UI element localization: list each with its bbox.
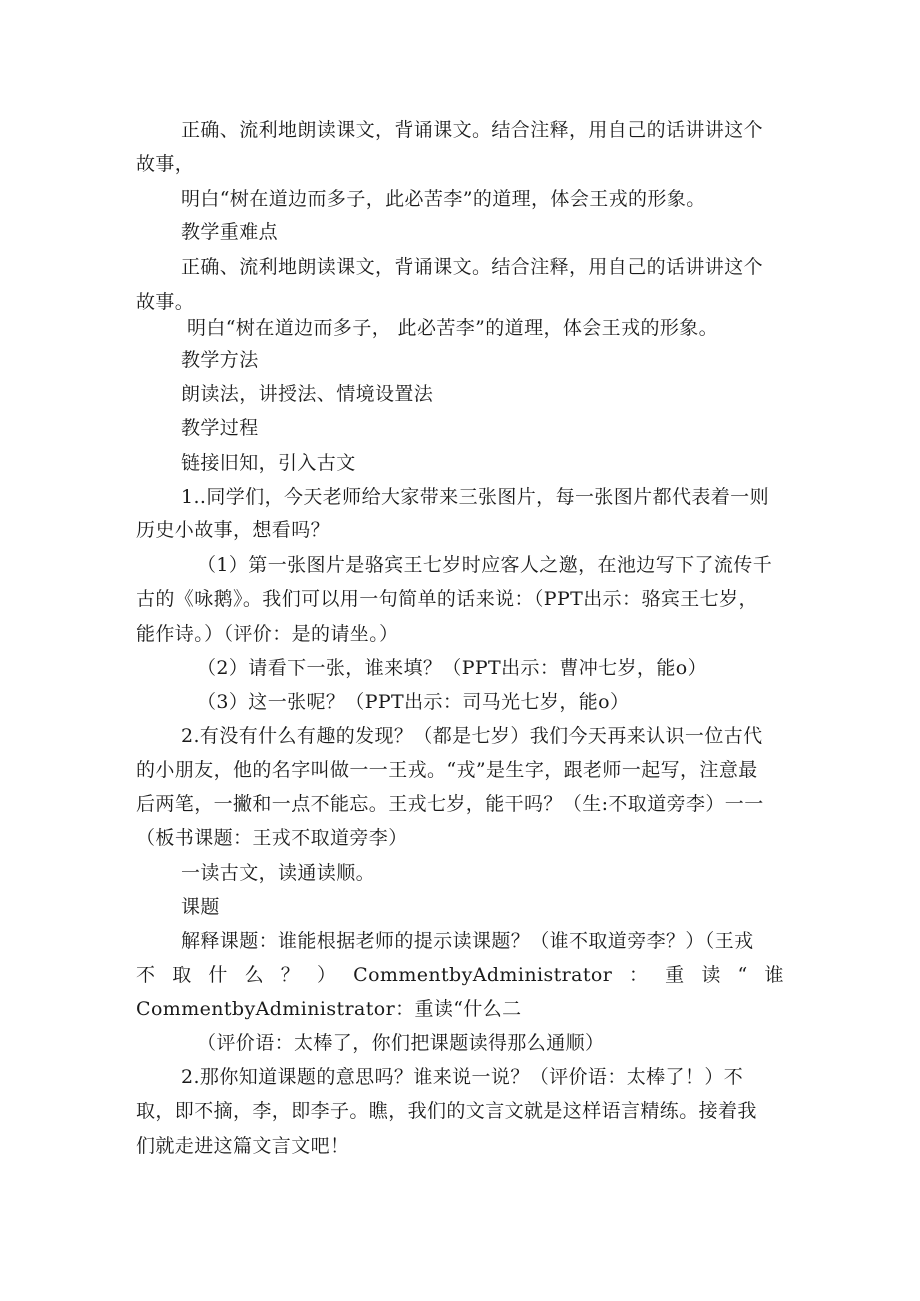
text-line: 明白“树在道边而多子， 此必苦李”的道理，体会王戎的形象。 [187, 317, 719, 339]
text-line: 一读古文，读通读顺。 [181, 862, 376, 884]
text-line: 朗读法，讲授法、情境设置法 [181, 383, 434, 405]
word: 谁 [764, 964, 784, 986]
text-line: 正确、流利地朗读课文，背诵课文。结合注释，用自己的话讲讲这个 [181, 119, 764, 141]
section-heading: 教学方法 [181, 349, 259, 371]
text-line: （评价语：太棒了，你们把课题读得那么通顺） [197, 1032, 605, 1054]
word: 么 [244, 964, 264, 986]
text-line: 故事。 [136, 291, 195, 313]
text-line: 明白“树在道边而多子，此必苦李”的道理，体会王戎的形象。 [181, 188, 706, 210]
text-line: 历史小故事，想看吗？ [136, 519, 331, 541]
text-line: （1）第一张图片是骆宾王七岁时应客人之邀，在池边写下了流传千 [197, 554, 773, 576]
word: 不 [136, 964, 156, 986]
text-line: 后两笔，一撇和一点不能忘。王戎七岁，能干吗？（生:不取道旁李）一一 [136, 793, 764, 815]
text-line: 们就走进这篇文言文吧！ [136, 1135, 350, 1157]
text-line: 故事， [136, 153, 195, 175]
text-line: 的小朋友，他的名字叫做一一王戎。“戎”是生字，跟老师一起写，注意最 [136, 759, 758, 781]
text-line: 能作诗。）（评价：是的请坐。） [136, 623, 399, 645]
text-line: 取，即不摘，李，即李子。瞧，我们的文言文就是这样语言精练。接着我 [136, 1100, 757, 1122]
section-heading: 教学重难点 [181, 221, 279, 243]
text-line: CommentbyAdministrator：重读“什么二 [136, 998, 522, 1020]
text-line: 2.那你知道课题的意思吗？谁来说一说？（评价语：太棒了！）不 [181, 1066, 744, 1088]
text-line: 解释课题：谁能根据老师的提示读课题？（谁不取道旁李？）（王戎 [181, 930, 754, 952]
word: ？ [280, 964, 301, 986]
text-line: 古的《咏鹅》。我们可以用一句简单的话来说：（PPT出示：骆宾王七岁， [136, 588, 758, 610]
word: 读 [701, 964, 721, 986]
word: ： [628, 964, 649, 986]
text-line: 1..同学们，今天老师给大家带来三张图片，每一张图片都代表着一则 [181, 486, 769, 508]
text-line: 2.有没有什么有趣的发现？（都是七岁）我们今天再来认识一位古代 [181, 725, 763, 747]
text-line: 链接旧知，引入古文 [181, 452, 356, 474]
text-line: （板书课题：王戎不取道旁李） [136, 827, 408, 849]
text-line: 正确、流利地朗读课文，背诵课文。结合注释，用自己的话讲讲这个 [181, 256, 764, 278]
word: 取 [172, 964, 192, 986]
word: 重 [665, 964, 685, 986]
text-line: （2）请看下一张，谁来填？（PPT出示：曹冲七岁，能o） [197, 657, 707, 679]
word: ） [316, 964, 337, 986]
section-heading: 教学过程 [181, 417, 259, 439]
text-line: （3）这一张呢？（PPT出示：司马光七岁，能o） [197, 691, 630, 713]
section-heading: 课题 [181, 896, 220, 918]
word: 什 [208, 964, 228, 986]
justified-line [136, 963, 784, 987]
word: “ [737, 964, 748, 986]
word: CommentbyAdministrator [353, 964, 613, 986]
